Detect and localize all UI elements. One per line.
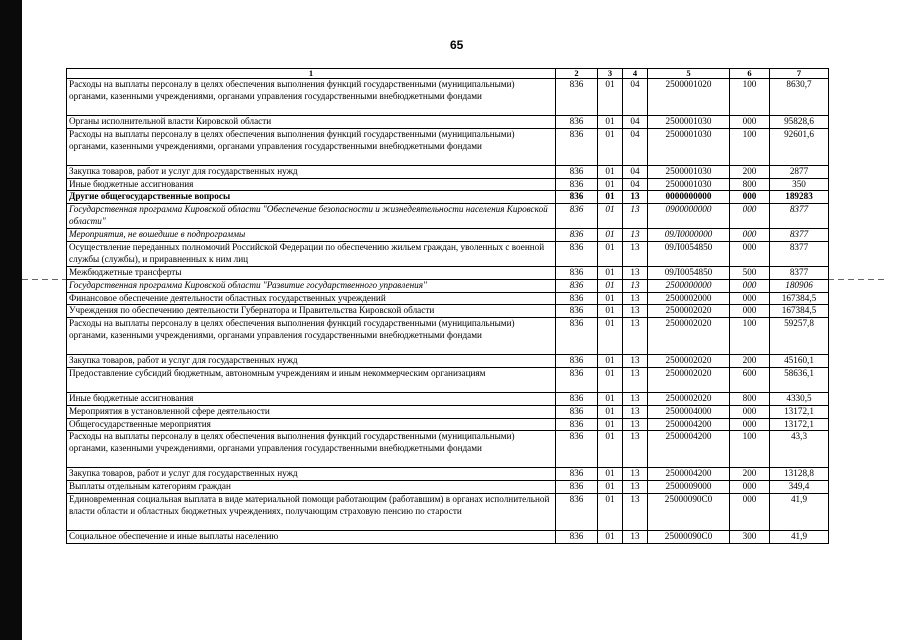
row-target-article: 2500001030 xyxy=(648,128,730,165)
row-ministry-code: 836 xyxy=(556,418,598,431)
table-row xyxy=(67,367,829,392)
row-expense-type: 000 xyxy=(730,116,770,129)
table-row xyxy=(67,279,829,292)
row-description: Общегосударственные мероприятия xyxy=(67,418,556,431)
row-amount: 13128,8 xyxy=(770,468,829,481)
row-section-code: 01 xyxy=(598,165,623,178)
row-amount: 43,3 xyxy=(770,431,829,468)
row-expense-type: 000 xyxy=(730,493,770,530)
budget-table xyxy=(66,68,829,544)
row-description: Государственная программа Кировской области "Обеспечение безопасности и жизнедеятельности населения Кировской области" xyxy=(67,204,556,229)
header-cell: 4 xyxy=(623,69,648,79)
row-subsection-code: 13 xyxy=(623,279,648,292)
row-section-code: 01 xyxy=(598,481,623,494)
row-subsection-code: 13 xyxy=(623,229,648,242)
row-description: Закупка товаров, работ и услуг для государственных нужд xyxy=(67,355,556,368)
row-expense-type: 000 xyxy=(730,405,770,418)
row-target-article: 2500004200 xyxy=(648,418,730,431)
row-amount: 349,4 xyxy=(770,481,829,494)
row-ministry-code: 836 xyxy=(556,305,598,318)
row-description: Другие общегосударственные вопросы xyxy=(67,191,556,204)
row-amount: 4330,5 xyxy=(770,392,829,405)
row-description: Иные бюджетные ассигнования xyxy=(67,178,556,191)
row-ministry-code: 836 xyxy=(556,165,598,178)
row-expense-type: 600 xyxy=(730,367,770,392)
table-row xyxy=(67,318,829,355)
row-section-code: 01 xyxy=(598,318,623,355)
row-subsection-code: 13 xyxy=(623,468,648,481)
row-target-article: 2500002000 xyxy=(648,292,730,305)
row-target-article: 2500002020 xyxy=(648,355,730,368)
row-target-article: 2500001020 xyxy=(648,79,730,116)
row-subsection-code: 13 xyxy=(623,266,648,279)
row-section-code: 01 xyxy=(598,392,623,405)
table-row xyxy=(67,493,829,530)
row-ministry-code: 836 xyxy=(556,241,598,266)
row-expense-type: 100 xyxy=(730,318,770,355)
row-expense-type: 000 xyxy=(730,418,770,431)
row-amount: 13172,1 xyxy=(770,418,829,431)
table-row xyxy=(67,418,829,431)
scan-artifact-line xyxy=(22,279,66,280)
row-description: Выплаты отдельным категориям граждан xyxy=(67,481,556,494)
row-description: Межбюджетные трансферты xyxy=(67,266,556,279)
row-expense-type: 800 xyxy=(730,178,770,191)
row-ministry-code: 836 xyxy=(556,292,598,305)
row-ministry-code: 836 xyxy=(556,279,598,292)
row-target-article: 2500002020 xyxy=(648,392,730,405)
row-description: Расходы на выплаты персоналу в целях обеспечения выполнения функций государственными (муниципальными) органами, казенными учреждениями, органами управления государственными внебюджетными фондами xyxy=(67,431,556,468)
row-description: Расходы на выплаты персоналу в целях обеспечения выполнения функций государственными (муниципальными) органами, казенными учреждениями, органами управления государственными внебюджетными фондами xyxy=(67,128,556,165)
row-description: Закупка товаров, работ и услуг для государственных нужд xyxy=(67,468,556,481)
row-target-article: 2500004200 xyxy=(648,431,730,468)
row-expense-type: 200 xyxy=(730,355,770,368)
row-expense-type: 200 xyxy=(730,165,770,178)
table-row xyxy=(67,392,829,405)
row-target-article: 25000090С0 xyxy=(648,493,730,530)
row-amount: 8630,7 xyxy=(770,79,829,116)
row-target-article: 09Л0000000 xyxy=(648,229,730,242)
row-expense-type: 200 xyxy=(730,468,770,481)
row-description: Органы исполнительной власти Кировской области xyxy=(67,116,556,129)
header-cell: 6 xyxy=(730,69,770,79)
row-section-code: 01 xyxy=(598,128,623,165)
row-subsection-code: 04 xyxy=(623,178,648,191)
table-row xyxy=(67,128,829,165)
row-expense-type: 800 xyxy=(730,392,770,405)
table-row xyxy=(67,468,829,481)
row-subsection-code: 04 xyxy=(623,165,648,178)
row-section-code: 01 xyxy=(598,305,623,318)
row-section-code: 01 xyxy=(598,367,623,392)
row-section-code: 01 xyxy=(598,204,623,229)
row-section-code: 01 xyxy=(598,493,623,530)
row-target-article: 2500004200 xyxy=(648,468,730,481)
row-ministry-code: 836 xyxy=(556,128,598,165)
row-target-article: 2500002020 xyxy=(648,305,730,318)
page-number: 65 xyxy=(450,38,464,52)
row-section-code: 01 xyxy=(598,191,623,204)
row-expense-type: 100 xyxy=(730,128,770,165)
row-target-article: 2500001030 xyxy=(648,178,730,191)
row-subsection-code: 13 xyxy=(623,204,648,229)
row-subsection-code: 13 xyxy=(623,355,648,368)
row-description: Мероприятия, не вошедшие в подпрограммы xyxy=(67,229,556,242)
table-row xyxy=(67,405,829,418)
row-section-code: 01 xyxy=(598,468,623,481)
row-expense-type: 000 xyxy=(730,279,770,292)
row-amount: 41,9 xyxy=(770,530,829,543)
header-cell: 2 xyxy=(556,69,598,79)
row-ministry-code: 836 xyxy=(556,229,598,242)
row-amount: 45160,1 xyxy=(770,355,829,368)
row-subsection-code: 13 xyxy=(623,367,648,392)
row-ministry-code: 836 xyxy=(556,318,598,355)
header-cell: 5 xyxy=(648,69,730,79)
row-description: Расходы на выплаты персоналу в целях обеспечения выполнения функций государственными (муниципальными) органами, казенными учреждениями, органами управления государственными внебюджетными фондами xyxy=(67,318,556,355)
row-expense-type: 000 xyxy=(730,204,770,229)
row-subsection-code: 13 xyxy=(623,392,648,405)
row-section-code: 01 xyxy=(598,79,623,116)
table-row xyxy=(67,165,829,178)
row-subsection-code: 13 xyxy=(623,493,648,530)
row-ministry-code: 836 xyxy=(556,204,598,229)
table-row xyxy=(67,178,829,191)
table-row xyxy=(67,481,829,494)
row-description: Иные бюджетные ассигнования xyxy=(67,392,556,405)
row-section-code: 01 xyxy=(598,178,623,191)
table-row xyxy=(67,204,829,229)
header-cell: 1 xyxy=(67,69,556,79)
row-expense-type: 000 xyxy=(730,229,770,242)
row-amount: 8377 xyxy=(770,266,829,279)
row-description: Осуществление переданных полномочий Российской Федерации по обеспечению жильем граждан, уволенных с военной службы (службы), и приравненных к ним лиц xyxy=(67,241,556,266)
row-target-article: 0900000000 xyxy=(648,204,730,229)
row-target-article: 2500000000 xyxy=(648,279,730,292)
table-row xyxy=(67,79,829,116)
row-section-code: 01 xyxy=(598,292,623,305)
scan-edge-bar xyxy=(0,0,22,640)
row-ministry-code: 836 xyxy=(556,191,598,204)
row-ministry-code: 836 xyxy=(556,178,598,191)
row-subsection-code: 13 xyxy=(623,318,648,355)
row-ministry-code: 836 xyxy=(556,431,598,468)
row-section-code: 01 xyxy=(598,355,623,368)
row-ministry-code: 836 xyxy=(556,530,598,543)
header-row xyxy=(67,69,829,79)
table-row xyxy=(67,116,829,129)
row-subsection-code: 13 xyxy=(623,431,648,468)
row-target-article: 2500001030 xyxy=(648,165,730,178)
row-ministry-code: 836 xyxy=(556,468,598,481)
row-amount: 8377 xyxy=(770,229,829,242)
row-subsection-code: 13 xyxy=(623,305,648,318)
row-expense-type: 500 xyxy=(730,266,770,279)
row-subsection-code: 13 xyxy=(623,405,648,418)
row-description: Социальное обеспечение и иные выплаты населению xyxy=(67,530,556,543)
table-row xyxy=(67,292,829,305)
row-section-code: 01 xyxy=(598,279,623,292)
row-description: Финансовое обеспечение деятельности областных государственных учреждений xyxy=(67,292,556,305)
row-section-code: 01 xyxy=(598,418,623,431)
row-section-code: 01 xyxy=(598,116,623,129)
row-ministry-code: 836 xyxy=(556,266,598,279)
row-subsection-code: 04 xyxy=(623,116,648,129)
row-description: Предоставление субсидий бюджетным, автономным учреждениям и иным некоммерческим организациям xyxy=(67,367,556,392)
row-section-code: 01 xyxy=(598,405,623,418)
table-row xyxy=(67,305,829,318)
row-amount: 13172,1 xyxy=(770,405,829,418)
row-target-article: 2500002020 xyxy=(648,367,730,392)
row-section-code: 01 xyxy=(598,431,623,468)
header-cell: 7 xyxy=(770,69,829,79)
row-amount: 41,9 xyxy=(770,493,829,530)
row-description: Учреждения по обеспечению деятельности Губернатора и Правительства Кировской области xyxy=(67,305,556,318)
row-target-article: 09Л0054850 xyxy=(648,266,730,279)
row-subsection-code: 13 xyxy=(623,418,648,431)
row-target-article: 2500004000 xyxy=(648,405,730,418)
table-row xyxy=(67,229,829,242)
row-ministry-code: 836 xyxy=(556,79,598,116)
row-expense-type: 000 xyxy=(730,292,770,305)
row-subsection-code: 13 xyxy=(623,481,648,494)
header-cell: 3 xyxy=(598,69,623,79)
row-description: Расходы на выплаты персоналу в целях обеспечения выполнения функций государственными (муниципальными) органами, казенными учреждениями, органами управления государственными внебюджетными фондами xyxy=(67,79,556,116)
table-row xyxy=(67,266,829,279)
row-expense-type: 000 xyxy=(730,305,770,318)
table-row xyxy=(67,191,829,204)
row-expense-type: 100 xyxy=(730,79,770,116)
row-amount: 350 xyxy=(770,178,829,191)
row-amount: 92601,6 xyxy=(770,128,829,165)
row-subsection-code: 04 xyxy=(623,128,648,165)
row-amount: 59257,8 xyxy=(770,318,829,355)
row-expense-type: 100 xyxy=(730,431,770,468)
row-amount: 180906 xyxy=(770,279,829,292)
row-ministry-code: 836 xyxy=(556,367,598,392)
row-expense-type: 000 xyxy=(730,191,770,204)
row-subsection-code: 13 xyxy=(623,292,648,305)
row-ministry-code: 836 xyxy=(556,355,598,368)
table-row xyxy=(67,355,829,368)
row-target-article: 2500001030 xyxy=(648,116,730,129)
row-amount: 58636,1 xyxy=(770,367,829,392)
table-row xyxy=(67,530,829,543)
row-target-article: 09Л0054850 xyxy=(648,241,730,266)
row-section-code: 01 xyxy=(598,266,623,279)
row-target-article: 0000000000 xyxy=(648,191,730,204)
row-expense-type: 000 xyxy=(730,481,770,494)
table-row xyxy=(67,431,829,468)
row-amount: 189283 xyxy=(770,191,829,204)
row-amount: 2877 xyxy=(770,165,829,178)
row-expense-type: 000 xyxy=(730,241,770,266)
row-amount: 167384,5 xyxy=(770,292,829,305)
row-section-code: 01 xyxy=(598,229,623,242)
row-ministry-code: 836 xyxy=(556,493,598,530)
row-ministry-code: 836 xyxy=(556,481,598,494)
row-ministry-code: 836 xyxy=(556,405,598,418)
row-subsection-code: 13 xyxy=(623,191,648,204)
row-subsection-code: 13 xyxy=(623,241,648,266)
row-amount: 167384,5 xyxy=(770,305,829,318)
row-target-article: 2500002020 xyxy=(648,318,730,355)
row-description: Закупка товаров, работ и услуг для государственных нужд xyxy=(67,165,556,178)
row-amount: 8377 xyxy=(770,241,829,266)
row-subsection-code: 04 xyxy=(623,79,648,116)
row-description: Государственная программа Кировской области "Развитие государственного управления" xyxy=(67,279,556,292)
table-row xyxy=(67,241,829,266)
scan-artifact-line xyxy=(828,279,888,280)
row-ministry-code: 836 xyxy=(556,392,598,405)
row-section-code: 01 xyxy=(598,241,623,266)
row-expense-type: 300 xyxy=(730,530,770,543)
row-description: Единовременная социальная выплата в виде материальной помощи работающим (работавшим) в органах исполнительной власти области и областных бюджетных учреждениях, получающим страховую пенсию по старости xyxy=(67,493,556,530)
row-subsection-code: 13 xyxy=(623,530,648,543)
row-amount: 95828,6 xyxy=(770,116,829,129)
row-amount: 8377 xyxy=(770,204,829,229)
row-description: Мероприятия в установленной сфере деятельности xyxy=(67,405,556,418)
row-ministry-code: 836 xyxy=(556,116,598,129)
row-section-code: 01 xyxy=(598,530,623,543)
row-target-article: 2500009000 xyxy=(648,481,730,494)
row-target-article: 25000090С0 xyxy=(648,530,730,543)
